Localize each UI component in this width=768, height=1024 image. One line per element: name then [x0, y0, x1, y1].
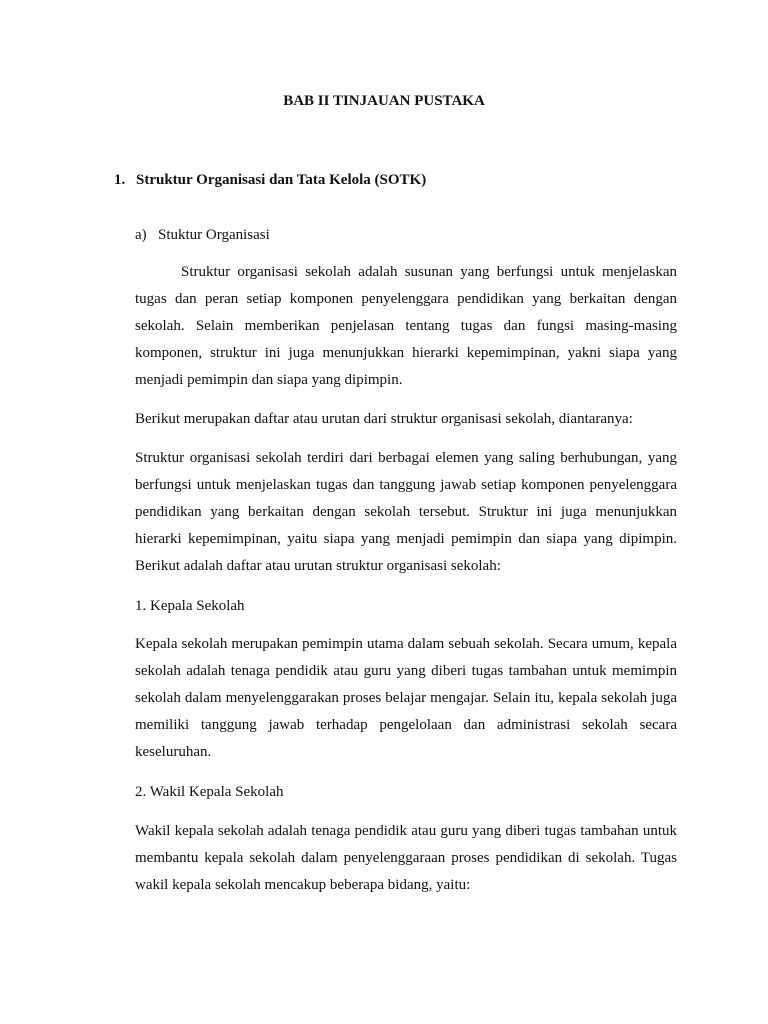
paragraph-structure: Struktur organisasi sekolah terdiri dari berbagai elemen yang saling berhubungan, yang berfungsi untuk menjelaskan tugas dan tanggung jawab setiap komponen penyelenggara pendidikan yang berkaitan dengan sekolah tersebut. Struktur ini juga menunjukkan hierarki kepemimpinan, yaitu siapa yang menjadi pemimpin dan siapa yang dipimpin. Berikut adalah daftar atau urutan struktur organisasi sekolah:: [135, 450, 677, 574]
subsection-heading: [135, 227, 270, 244]
subsection-number: a): [135, 227, 147, 243]
paragraph-intro-list: Berikut merupakan daftar atau urutan dari struktur organisasi sekolah, diantaranya:: [135, 411, 633, 427]
paragraph-kepala-sekolah: Kepala sekolah merupakan pemimpin utama dalam sebuah sekolah. Secara umum, kepala sekolah adalah tenaga pendidik atau guru yang diberi tugas tambahan untuk memimpin sekolah dalam menyelenggarakan proses belajar mengajar. Selain itu, kepala sekolah juga memiliki tanggung jawab terhadap pengelolaan dan administrasi sekolah secara keseluruhan.: [135, 636, 677, 760]
chapter-title: BAB II TINJAUAN PUSTAKA: [283, 93, 485, 109]
list-item-kepala-sekolah: 1. Kepala Sekolah: [135, 598, 245, 614]
section-number: 1.: [114, 172, 126, 188]
section-title: Struktur Organisasi dan Tata Kelola (SOTK): [136, 172, 427, 188]
section-heading: [114, 172, 426, 189]
paragraph-definition: Struktur organisasi sekolah adalah susunan yang berfungsi untuk menjelaskan tugas dan peran setiap komponen penyelenggara pendidikan yang berkaitan dengan sekolah. Selain memberikan penjelasan tentang tugas dan fungsi masing-masing komponen, struktur ini juga menunjukkan hierarki kepemimpinan, yakni siapa yang menjadi pemimpin dan siapa yang dipimpin.: [135, 264, 677, 388]
subsection-title: Stuktur Organisasi: [158, 227, 270, 243]
paragraph-wakil-kepala-sekolah: Wakil kepala sekolah adalah tenaga pendidik atau guru yang diberi tugas tambahan untuk membantu kepala sekolah dalam penyelenggaraan proses pendidikan di sekolah. Tugas wakil kepala sekolah mencakup beberapa bidang, yaitu:: [135, 823, 677, 893]
list-item-wakil-kepala-sekolah: 2. Wakil Kepala Sekolah: [135, 784, 284, 800]
